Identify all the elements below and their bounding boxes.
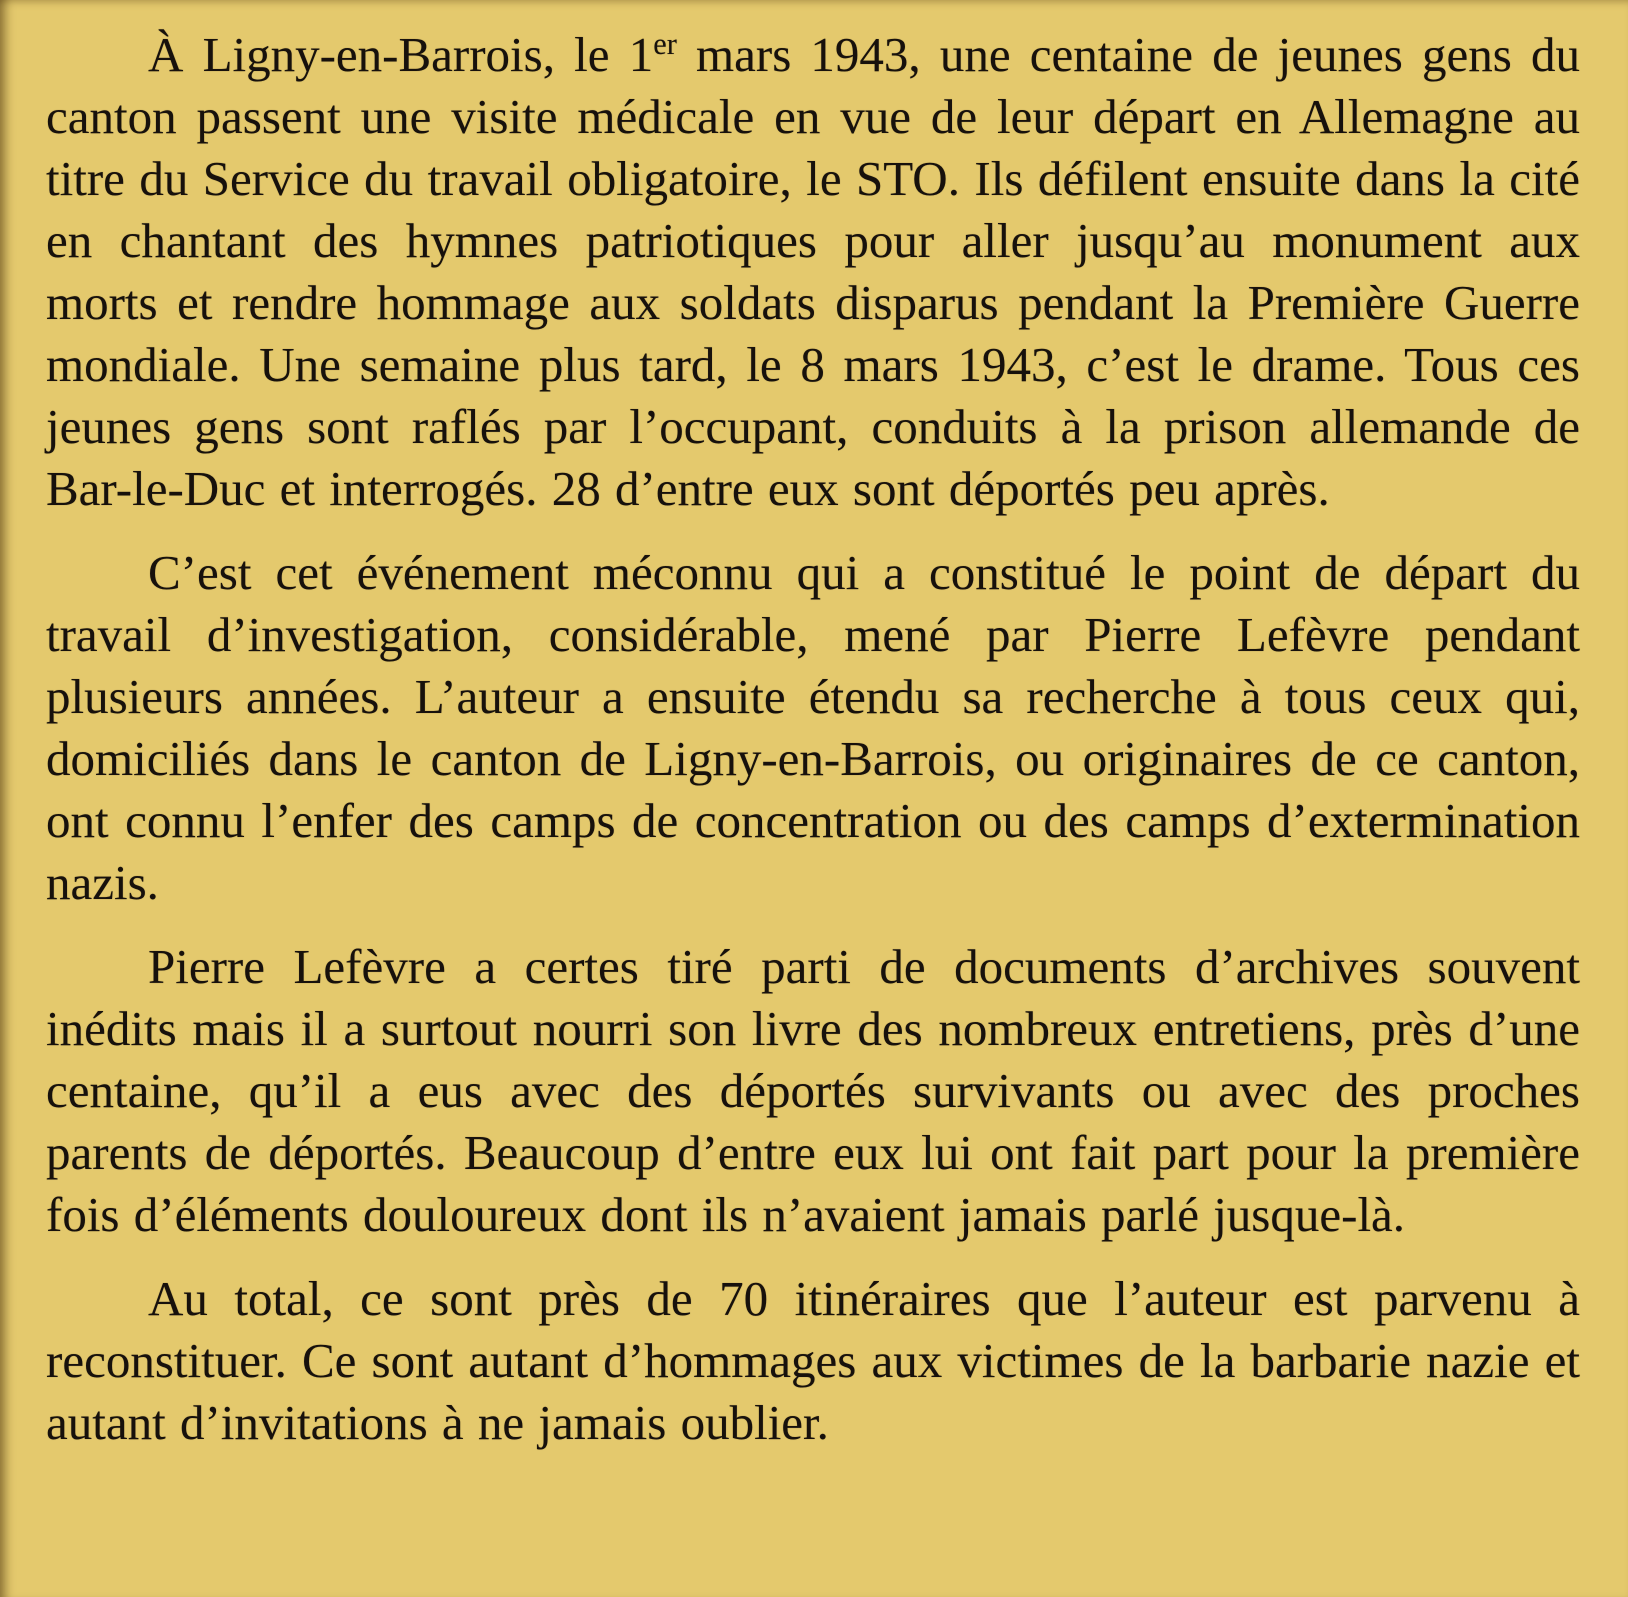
ordinal-superscript-er: er [653,27,677,62]
paragraph-1-text-before-superscript: À Ligny-en-Barrois, le 1 [148,27,654,82]
paragraph-sto-rafle [46,24,1580,520]
paragraph-investigation-lefevre: C’est cet événement méconnu qui a constitué le point de départ du travail d’investigation, considérable, mené par Pierre Lefèvre pendant plusieurs années. L’auteur a ensuite étendu sa recherche à tous ceux qui, domiciliés dans le canton de Ligny-en-Barrois, ou originaires de ce canton, ont connu l’enfer des camps de concentration ou des camps d’extermination nazis. [46,545,1580,910]
paragraph-conclusion-hommages: Au total, ce sont près de 70 itinéraires que l’auteur est parvenu à reconstituer. Ce sont autant d’hommages aux victimes de la barbarie nazie et autant d’invitations à ne jamais oublier. [46,1271,1580,1450]
paragraph-archives-entretiens: Pierre Lefèvre a certes tiré parti de documents d’archives souvent inédits mais il a surtout nourri son livre des nombreux entretiens, près d’une centaine, qu’il a eus avec des déportés survivants ou avec des proches parents de déportés. Beaucoup d’entre eux lui ont fait part pour la première fois d’éléments douloureux dont ils n’avaient jamais parlé jusque-là. [46,939,1580,1242]
paragraph-1-text-after-superscript: mars 1943, une centaine de jeunes gens du canton passent une visite médicale en vue de leur départ en Allemagne au titre du Service du travail obligatoire, le STO. Ils défilent ensuite dans la cité en chantant des hymnes patriotiques pour aller jusqu’au monument aux morts et rendre hommage aux soldats disparus pendant la Première Guerre mondiale. Une semaine plus tard, le 8 mars 1943, c’est le drame. Tous ces jeunes gens sont raflés par l’occupant, conduits à la prison allemande de Bar-le-Duc et interrogés. 28 d’entre eux sont déportés peu après. [46,27,1580,516]
